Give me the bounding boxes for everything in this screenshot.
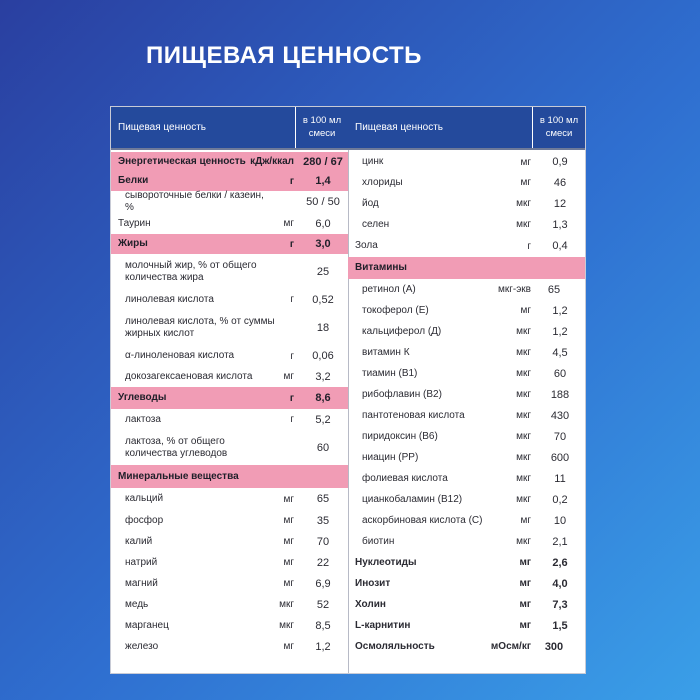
row-value: 7,3 [552,598,568,611]
table-row [111,366,348,387]
nutrition-table [110,106,586,674]
row-value: 11 [554,472,566,485]
row-unit: мг [283,218,294,229]
table-row [111,234,348,254]
row-unit: мкг [516,473,531,484]
left-rows [111,152,348,657]
table-row [111,636,348,657]
row-name: Витамины [355,262,407,273]
row-name: ниацин (РР) [362,451,419,463]
table-row [111,615,348,636]
row-name: Минеральные вещества [118,470,239,482]
row-value: 60 [316,441,330,454]
row-name: линолевая кислота [125,293,214,305]
row-name: хлориды [362,176,403,188]
row-unit: мкг [516,368,531,379]
row-value: 65 [547,283,561,296]
row-name: пантотеновая кислота [362,409,465,421]
table-row [111,430,348,465]
row-value: 2,6 [552,556,568,569]
row-value: 3,0 [315,238,331,250]
row-value: 52 [316,598,330,611]
row-value: 35 [316,514,330,527]
row-value: 60 [553,367,567,380]
row-name: фосфор [125,514,164,526]
row-unit: мкг [516,452,531,463]
table-row [348,172,585,193]
row-name: Зола [355,240,378,251]
row-name: натрий [125,556,158,568]
row-value: 1,5 [552,619,568,632]
row-unit: г [527,240,531,252]
row-name: тиамин (В1) [362,367,418,379]
header-divider [532,107,533,148]
row-unit: мкг [516,326,531,337]
row-name: Углеводы [118,392,167,403]
row-value: 0,2 [552,493,568,506]
table-row [348,235,585,257]
table-row [111,552,348,573]
row-value: 6,9 [315,577,331,590]
table-row [348,342,585,363]
row-unit: мг [283,578,294,589]
row-value: 600 [550,451,570,464]
row-unit: мкг [516,494,531,505]
row-unit: мг [283,641,294,652]
table-row [348,510,585,531]
header-unit: в 100 мл смеси [539,115,579,139]
row-value: 1,2 [552,304,568,317]
column-header [111,107,348,150]
row-name: кальциферол (Д) [362,325,442,337]
table-row [111,531,348,552]
table-row [348,300,585,321]
row-unit: г [290,350,294,362]
row-value: 70 [553,430,567,443]
table-row [348,279,585,300]
table-row [348,489,585,510]
row-unit: мг [519,557,531,568]
table-row [348,552,585,573]
table-row [111,510,348,531]
row-unit: кДж/ккал [250,156,294,167]
row-unit: мкг [516,347,531,358]
row-name: марганец [125,619,169,631]
row-unit: мкг-экв [497,284,531,295]
row-unit: мг [520,515,531,526]
row-name: α-линоленовая кислота [125,350,235,361]
row-unit: мкг [516,410,531,421]
table-row [348,615,585,636]
table-row [111,488,348,510]
table-row [111,171,348,191]
table-row [111,152,348,171]
row-value: 4,5 [552,346,568,359]
row-name: Нуклеотиды [355,556,417,568]
row-name: аскорбиновая кислота (С) [362,514,483,526]
row-unit: мг [520,177,531,188]
row-value: 8,6 [315,392,331,404]
row-value: 280 / 67 [303,155,343,168]
row-value: 22 [316,556,330,569]
table-row [348,573,585,594]
row-value: 300 [544,640,564,653]
table-row [111,191,348,213]
table-row [111,387,348,409]
row-unit: мкг [516,198,531,209]
table-row [111,573,348,594]
row-name: Энергетическая ценность [118,155,246,167]
table-row [111,310,348,346]
row-unit: мг [283,371,294,382]
row-name: лактоза, % от общего количества углеводов [125,435,228,459]
row-value: 0,52 [312,293,334,306]
row-name: Осмоляльность [355,640,435,652]
row-name: йод [362,197,379,209]
table-row [348,152,585,172]
table-row [111,213,348,234]
row-name: калий [125,535,153,547]
row-name: медь [125,598,149,610]
right-rows [348,152,585,657]
row-value: 10 [553,514,567,527]
table-row [348,636,585,657]
row-value: 0,9 [552,156,568,168]
row-unit: мОсм/кг [490,641,531,652]
table-column-left [111,107,349,673]
row-unit: мг [519,578,531,589]
row-name: фолиевая кислота [362,472,448,484]
row-name: Инозит [355,577,391,589]
table-row [348,257,585,279]
row-unit: мг [519,599,531,610]
row-name: цианкобаламин (В12) [362,493,463,505]
row-unit: мкг [516,536,531,547]
row-name: биотин [362,535,395,547]
row-value: 50 / 50 [306,196,340,208]
row-unit: мкг [516,431,531,442]
table-column-right [348,107,585,673]
table-row [348,468,585,489]
table-row [348,426,585,447]
row-name: витамин К [362,346,410,358]
table-row [111,346,348,366]
row-name: рибофлавин (В2) [362,388,442,400]
row-unit: мкг [516,219,531,230]
row-value: 188 [550,388,570,401]
row-unit: мг [283,515,294,526]
row-value: 46 [553,176,567,189]
row-value: 0,06 [312,350,334,362]
row-value: 3,2 [315,370,331,383]
row-name: ретинол (А) [362,283,416,295]
row-unit: мг [519,620,531,631]
row-value: 4,0 [552,577,568,590]
row-name: Белки [118,175,149,186]
header-label: Пищевая ценность [118,122,206,133]
row-name: докозагексаеновая кислота [125,370,253,382]
row-value: 70 [316,535,330,548]
table-row [111,289,348,310]
row-value [298,465,348,488]
row-unit: мг [283,493,294,505]
table-row [348,531,585,552]
row-unit: г [289,238,294,250]
row-unit: мг [283,557,294,568]
header-unit: в 100 мл смеси [302,115,342,139]
table-row [348,363,585,384]
row-unit: мкг [516,389,531,400]
row-value: 2,1 [552,535,568,548]
row-value: 25 [316,265,330,278]
header-divider [295,107,296,148]
row-name: Холин [355,598,386,610]
row-value: 1,3 [552,218,568,231]
row-value: 5,2 [315,413,331,426]
row-name: L-карнитин [355,619,411,631]
row-name: пиридоксин (В6) [362,430,438,442]
row-unit: г [290,414,294,425]
row-value: 0,4 [552,240,568,252]
row-value: 1,2 [315,640,331,653]
table-row [348,321,585,342]
table-row [348,594,585,615]
row-name: лактоза [125,413,161,425]
row-unit: мкг [279,620,294,631]
row-value: 18 [316,322,330,334]
row-name: кальций [125,493,164,504]
row-value: 65 [316,493,330,505]
row-unit: г [289,175,294,187]
table-row [348,214,585,235]
table-row [348,447,585,468]
row-value: 1,4 [315,175,331,187]
row-name: линолевая кислота, % от суммы жирных кислот [125,316,275,339]
row-value: 6,0 [315,217,331,230]
row-name: цинк [362,156,384,167]
table-row [348,193,585,214]
header-label: Пищевая ценность [355,122,443,133]
row-unit: мкг [279,599,294,610]
table-row [111,254,348,289]
row-unit: мг [283,536,294,547]
row-value: 12 [553,197,567,210]
row-value [535,257,585,279]
row-name: Таурин [118,217,151,229]
row-unit: мг [520,305,531,316]
table-row [111,594,348,615]
row-unit: мг [520,156,531,168]
row-value: 430 [550,409,570,422]
table-row [348,384,585,405]
column-header [348,107,585,150]
row-unit: г [290,294,294,305]
row-unit: г [289,392,294,404]
table-row [111,465,348,488]
row-name: железо [125,640,159,652]
row-name: Жиры [118,238,148,249]
row-name: молочный жир, % от общего количества жира [125,259,257,283]
table-row [111,409,348,430]
row-name: магний [125,577,158,589]
row-name: токоферол (Е) [362,304,429,316]
row-name: селен [362,218,390,230]
page-title: ПИЩЕВАЯ ЦЕННОСТЬ [146,42,422,69]
row-name: сывороточные белки / казеин, % [125,190,264,213]
row-value: 1,2 [552,325,568,338]
row-value: 8,5 [315,619,331,632]
table-row [348,405,585,426]
